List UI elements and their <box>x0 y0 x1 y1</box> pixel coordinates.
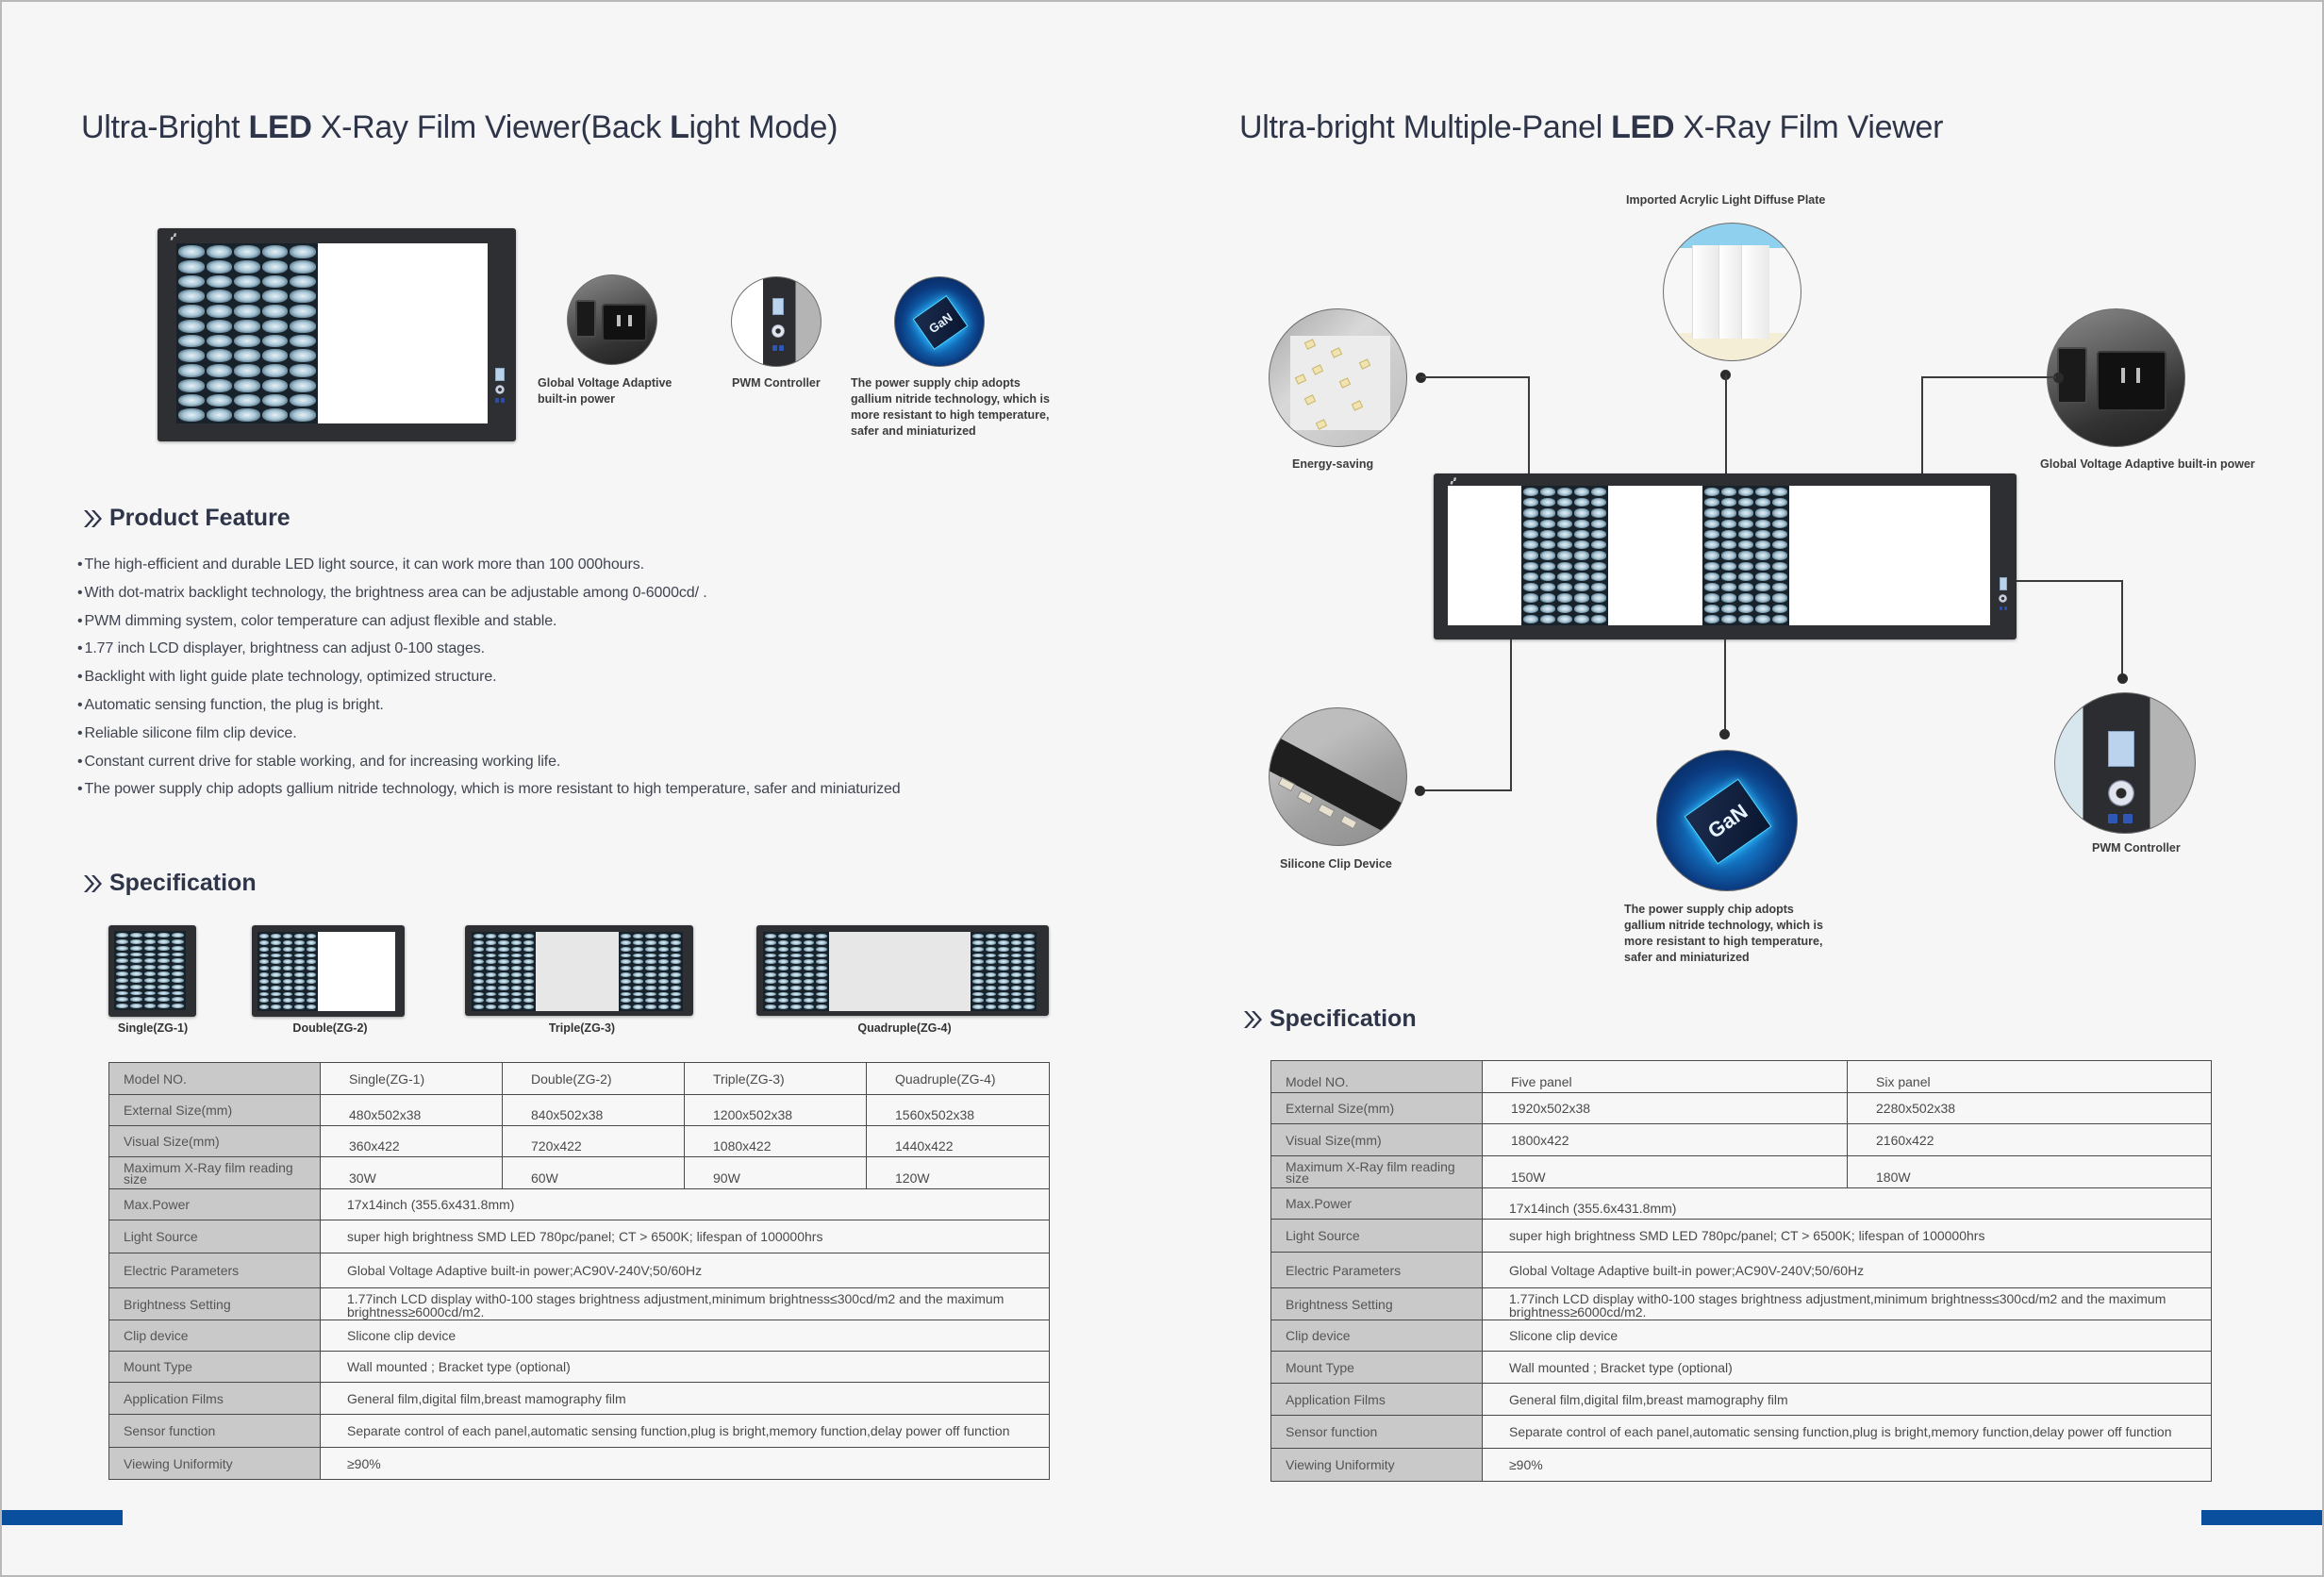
led-chip-icon <box>1269 308 1407 447</box>
table-row: Clip device Slicone clip device <box>109 1320 1050 1352</box>
table-row: Light Source super high brightness SMD LED 780pc/panel; CT > 6500K; lifespan of 100000hrs <box>1271 1220 2212 1253</box>
multi-panel-viewer-image <box>1434 473 2017 639</box>
feature-item: • Constant current drive for stable working, and for increasing working life. <box>77 748 901 776</box>
brand-logo: ▞ <box>171 235 175 241</box>
model-label: Triple(ZG-3) <box>548 1021 616 1035</box>
feature-item: • Reliable silicone film clip device. <box>77 720 901 748</box>
table-row: Electric Parameters Global Voltage Adaptive built-in power;AC90V-240V;50/60Hz <box>109 1253 1050 1288</box>
table-row: Model NO. Five panel Six panel <box>1271 1061 2212 1093</box>
control-panel <box>1999 577 2007 610</box>
gan-chip-icon: GaN <box>1656 750 1798 891</box>
table-row: Electric Parameters Global Voltage Adaptive built-in power;AC90V-240V;50/60Hz <box>1271 1253 2212 1288</box>
table-row: Sensor function Separate control of each panel,automatic sensing function,plug is bright,memory function,delay power off function <box>109 1415 1050 1448</box>
connector-line <box>1724 639 1726 734</box>
table-row: Brightness Setting 1.77inch LCD display with0-100 stages brightness adjustment,minimum brightness≤300cd/m2 and the maximum brightness≥6000cd/m2. <box>1271 1288 2212 1320</box>
connector-line <box>1725 374 1727 474</box>
acrylic-plate-caption: Imported Acrylic Light Diffuse Plate <box>1626 193 1826 207</box>
pwm-callout-caption: PWM Controller <box>2092 841 2181 855</box>
power-socket-icon <box>567 274 657 365</box>
table-row: Brightness Setting 1.77inch LCD display with0-100 stages brightness adjustment,minimum brightness≤300cd/m2 and the maximum brightness≥6000cd/m2. <box>109 1288 1050 1320</box>
pwm-controller-icon <box>2054 692 2196 834</box>
table-row: Clip device Slicone clip device <box>1271 1320 2212 1352</box>
clip-device-caption: Silicone Clip Device <box>1280 857 1392 871</box>
xray-film <box>176 243 318 423</box>
feature-item: • 1.77 inch LCD displayer, brightness can adjust 0-100 stages. <box>77 635 901 663</box>
feature-item: • The high-efficient and durable LED light source, it can work more than 100 000hours. <box>77 551 901 579</box>
double-chevron-icon <box>1243 1010 1264 1029</box>
connector-line <box>1528 376 1530 474</box>
feature-item: • The power supply chip adopts gallium nitride technology, which is more resistant to high temperature, safer and miniaturized <box>77 775 901 804</box>
connector-dot <box>1415 786 1425 796</box>
connector-dot <box>2117 673 2128 684</box>
connector-line <box>1510 639 1512 790</box>
power-callout-caption: Global Voltage Adaptive built-in power <box>538 376 672 406</box>
gan-chip-icon: GaN <box>894 276 985 367</box>
energy-saving-caption: Energy-saving <box>1292 457 1374 471</box>
table-row: Visual Size(mm) 1800x422 2160x422 <box>1271 1124 2212 1156</box>
table-row: Sensor function Separate control of each panel,automatic sensing function,plug is bright,memory function,delay power off function <box>1271 1416 2212 1449</box>
table-row: Max.Power 17x14inch (355.6x431.8mm) <box>1271 1188 2212 1220</box>
feature-item: • PWM dimming system, color temperature can adjust flexible and stable. <box>77 607 901 636</box>
right-accent-bar <box>2201 1510 2324 1525</box>
left-page-title: Ultra-Bright LED X-Ray Film Viewer(Back Light Mode) <box>81 109 838 145</box>
quadruple-viewer-thumbnail <box>756 925 1049 1016</box>
double-panel-viewer-image <box>158 228 516 441</box>
connector-line <box>1922 376 2056 378</box>
gan-callout-caption: The power supply chip adopts gallium nitride technology, which is more resistant to high temperature, safer and miniaturized <box>1624 903 1823 964</box>
table-row: Mount Type Wall mounted ; Bracket type (optional) <box>1271 1352 2212 1384</box>
triple-viewer-thumbnail <box>465 925 693 1016</box>
model-label: Quadruple(ZG-4) <box>857 1021 952 1035</box>
right-spec-table <box>1270 1060 2212 1482</box>
brand-logo: ▞ <box>1451 479 1455 485</box>
table-row: External Size(mm) 1920x502x38 2280x502x38 <box>1271 1093 2212 1124</box>
model-label: Double(ZG-2) <box>292 1021 368 1035</box>
feature-list <box>77 551 901 804</box>
table-row: Application Films General film,digital film,breast mamography film <box>109 1383 1050 1415</box>
connector-line <box>1921 376 1923 474</box>
control-panel <box>495 368 505 403</box>
product-feature-heading: Product Feature <box>83 505 290 532</box>
left-specification-heading: Specification <box>83 870 257 897</box>
table-row: Maximum X-Ray film reading size 30W 60W 90W 120W <box>109 1157 1050 1189</box>
connector-line <box>2017 580 2122 582</box>
connector-line <box>1420 376 1529 378</box>
pwm-callout-caption: PWM Controller <box>732 376 821 390</box>
table-row: Model NO. Single(ZG-1) Double(ZG-2) Triple(ZG-3) Quadruple(ZG-4) <box>109 1063 1050 1095</box>
connector-line <box>1420 789 1512 791</box>
connector-dot <box>1719 729 1730 739</box>
table-row: External Size(mm) 480x502x38 840x502x38 1200x502x38 1560x502x38 <box>109 1095 1050 1126</box>
left-accent-bar <box>0 1510 123 1525</box>
table-row: Viewing Uniformity ≥90% <box>109 1448 1050 1480</box>
double-chevron-icon <box>83 509 104 528</box>
pwm-controller-icon <box>731 276 822 367</box>
table-row: Application Films General film,digital film,breast mamography film <box>1271 1384 2212 1416</box>
table-row: Max.Power 17x14inch (355.6x431.8mm) <box>109 1189 1050 1220</box>
feature-item: • Backlight with light guide plate technology, optimized structure. <box>77 663 901 691</box>
table-row: Visual Size(mm) 360x422 720x422 1080x422 1440x422 <box>109 1126 1050 1157</box>
left-spec-table <box>108 1062 1050 1480</box>
clip-device-icon <box>1269 707 1407 846</box>
feature-item: • Automatic sensing function, the plug is bright. <box>77 691 901 720</box>
table-row: Maximum X-Ray film reading size 150W 180W <box>1271 1156 2212 1188</box>
right-specification-heading: Specification <box>1243 1005 1417 1033</box>
table-row: Viewing Uniformity ≥90% <box>1271 1449 2212 1482</box>
double-chevron-icon <box>83 874 104 893</box>
single-viewer-thumbnail <box>108 925 196 1017</box>
model-label: Single(ZG-1) <box>117 1021 189 1035</box>
power-socket-icon <box>2047 308 2185 447</box>
connector-line <box>2121 580 2123 678</box>
power-callout-caption: Global Voltage Adaptive built-in power <box>2040 457 2255 471</box>
acrylic-plate-icon <box>1663 223 1801 361</box>
gan-callout-caption: The power supply chip adopts gallium nitride technology, which is more resistant to high temperature, safer and miniaturized <box>851 376 1050 438</box>
feature-item: • With dot-matrix backlight technology, the brightness area can be adjustable among 0-6000cd/ . <box>77 579 901 607</box>
double-viewer-thumbnail <box>252 925 405 1017</box>
table-row: Light Source super high brightness SMD LED 780pc/panel; CT > 6500K; lifespan of 100000hrs <box>109 1220 1050 1253</box>
right-page-title: Ultra-bright Multiple-Panel LED X-Ray Film Viewer <box>1239 109 1944 145</box>
table-row: Mount Type Wall mounted ; Bracket type (optional) <box>109 1352 1050 1383</box>
